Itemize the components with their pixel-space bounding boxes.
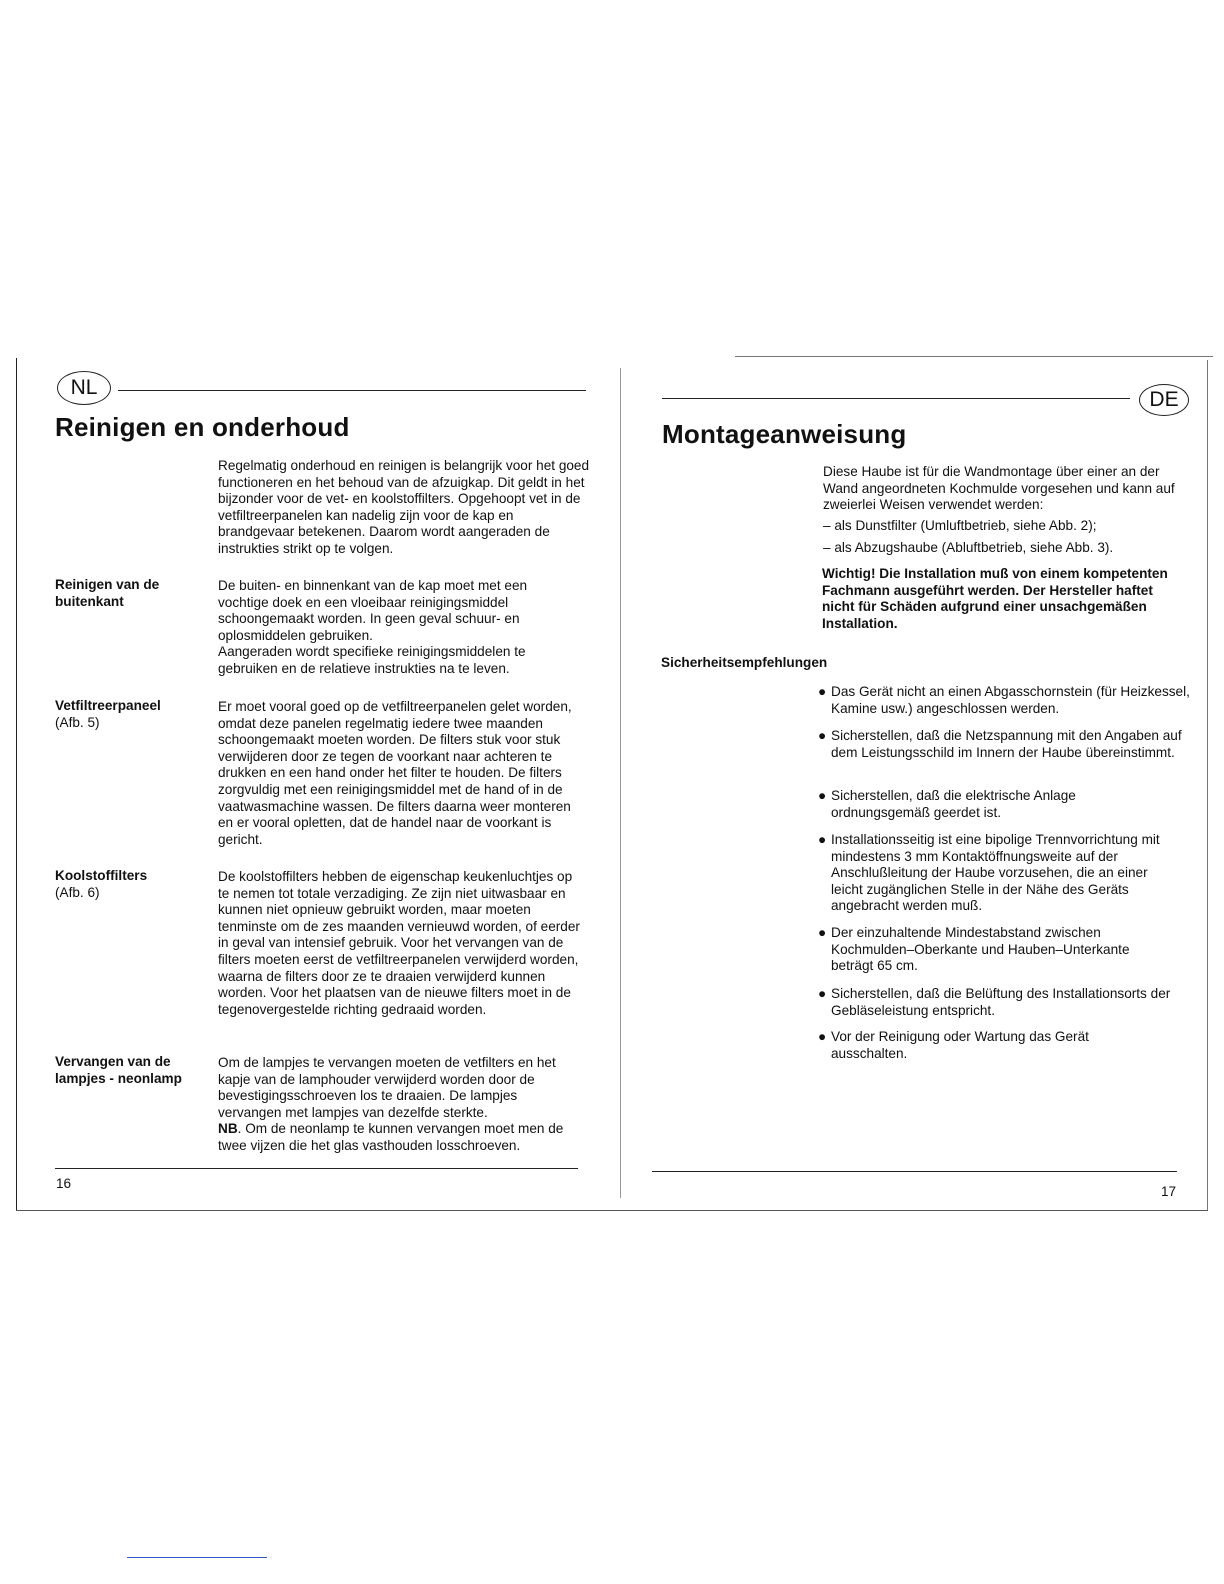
page-title: Montageanweisung: [662, 419, 907, 449]
list-item-text: Vor der Reinigung oder Wartung das Gerät ausschalten.: [831, 1029, 1089, 1061]
language-code: DE: [1149, 388, 1179, 411]
page-number: 16: [56, 1176, 72, 1191]
note-paragraph: [218, 1121, 578, 1154]
list-item-text: Sicherstellen, daß die elektrische Anlage ordnungsgemäß geerdet ist.: [831, 788, 1076, 820]
section-title: Koolstoffilters: [55, 868, 148, 883]
list-item-text: Das Gerät nicht an einen Abgasschornstein (für Heizkessel, Kamine usw.) angeschlossen werden.: [831, 684, 1190, 716]
right-page-edge: [1207, 360, 1208, 1210]
warning-paragraph: Wichtig! Die Installation muß von einem kompetenten Fachmann ausgeführt werden. Der Hersteller haftet nicht für Schäden aufgrund einer unsachgemäßen Installation.: [822, 566, 1168, 631]
section-text: Aangeraden wordt specifieke reinigingsmiddelen te gebruiken en de relatieve instrukties na te leven.: [218, 644, 526, 676]
section-text: Er moet vooral goed op de vetfiltreerpanelen gelet worden, omdat deze panelen regelmatig iedere twee maanden schoongemaakt moeten worden. De filters stuk voor stuk verwijderen door ze tegen de voorkant naar achteren te drukken en een hand onder het filter te houden. De filters zorgvuldig met een reinigingsmiddel met de hand of in de vaatwasmachine wassen. De filters daarna weer monteren en er vooral opletten, dat de handel naar de voorkant is gericht.: [218, 699, 572, 847]
bullet-icon: ●: [818, 986, 827, 1001]
usage-option: – als Dunstfilter (Umluftbetrieb, siehe Abb. 2);: [823, 518, 1097, 533]
link-underline: [127, 1557, 267, 1558]
language-code: NL: [70, 376, 98, 399]
list-item-text: Sicherstellen, daß die Belüftung des Installationsorts der Gebläseleistung entspricht.: [831, 986, 1171, 1018]
safety-heading: Sicherheitsempfehlungen: [661, 655, 828, 670]
section-title: Reinigen van de buitenkant: [55, 577, 160, 609]
section-title: Vetfiltreerpaneel: [55, 698, 161, 713]
bullet-icon: ●: [818, 728, 827, 743]
section-text: De koolstoffilters hebben de eigenschap keukenluchtjes op te nemen tot totale verzadiging. Ze zijn niet uitwasbaar en kunnen niet opnieuw gebruikt worden, maar moeten tenminste om de zes maanden vernieuwd worden, of eerder in geval van intensief gebruik. Voor het vervangen van de filters moeten eerst de vetfiltreerpanelen verwijderd worden, waarna de filters door ze te draaien verwijderd kunnen worden. Voor het plaatsen van de nieuwe filters moet in de tegenovergestelde richting gedraaid worden.: [218, 869, 580, 1017]
bullet-icon: ●: [818, 684, 827, 699]
header-rule: [662, 398, 1130, 399]
language-badge-nl: [57, 371, 111, 405]
note-text: . Om de neonlamp te kunnen vervangen moet men de twee vijzen die het glas vasthouden losschroeven.: [218, 1121, 564, 1153]
list-item: [818, 986, 1178, 1019]
list-item: [818, 728, 1194, 761]
section-label: [55, 698, 205, 731]
section-label: [55, 868, 205, 901]
note-label: NB: [218, 1121, 238, 1136]
footer-rule: [55, 1168, 578, 1169]
usage-option: – als Abzugshaube (Abluftbetrieb, siehe Abb. 3).: [823, 540, 1114, 555]
page-number: 17: [1161, 1184, 1177, 1199]
list-item: [818, 832, 1182, 915]
list-item: [818, 684, 1190, 717]
section-text: Om de lampjes te vervangen moeten de vetfilters en het kapje van de lamphouder verwijderd worden door de bevestigingsschroeven los te draaien. De lampjes vervangen met lampjes van dezelfde sterkte.: [218, 1055, 556, 1120]
header-rule: [118, 390, 586, 391]
bottom-page-edge: [16, 1210, 1208, 1211]
list-item: [818, 788, 1118, 821]
language-badge-de: [1139, 384, 1189, 416]
top-right-edge: [735, 356, 1213, 357]
center-fold: [620, 368, 621, 1198]
bullet-icon: ●: [818, 1029, 827, 1044]
list-item: [818, 1029, 1128, 1062]
footer-rule: [652, 1171, 1177, 1172]
left-page-edge: [16, 358, 17, 1210]
bullet-icon: ●: [818, 925, 827, 940]
intro-paragraph: Diese Haube ist für die Wandmontage über einer an der Wand angeordneten Kochmulde vorgesehen und kann auf zweierlei Weisen verwendet werden:: [823, 464, 1175, 513]
intro-paragraph: Regelmatig onderhoud en reinigen is belangrijk voor het goed functioneren en het behoud van de afzuigkap. Dit geldt in het bijzonder voor de vet- en koolstoffilters. Opgehoopt vet in de vetfiltreerpanelen kan nadelig zijn voor de kap en brandgevaar betekenen. Daarom wordt aangeraden de instrukties strikt op te volgen.: [218, 458, 590, 556]
section-label: [55, 577, 205, 610]
bullet-icon: ●: [818, 788, 827, 803]
figure-reference: (Afb. 5): [55, 714, 100, 730]
section-label: [55, 1054, 205, 1087]
page-title: Reinigen en onderhoud: [55, 412, 350, 442]
section-text: De buiten- en binnenkant van de kap moet met een vochtige doek en een vloeibaar reinigingsmiddel schoongemaakt worden. In geen geval schuur- en oplosmiddelen gebruiken.: [218, 578, 528, 643]
list-item-text: Sicherstellen, daß die Netzspannung mit den Angaben auf dem Leistungsschild im Innern der Haube übereinstimmt.: [831, 728, 1182, 760]
bullet-icon: ●: [818, 832, 827, 847]
section-title: Vervangen van de lampjes - neonlamp: [55, 1054, 182, 1086]
figure-reference: (Afb. 6): [55, 884, 100, 900]
list-item-text: Installationsseitig ist eine bipolige Trennvorrichtung mit mindestens 3 mm Kontaktöffnungsweite auf der Anschlußleitung der Haube vorzusehen, die an einer leicht zugänglichen Stelle in der Nähe des Geräts angebracht werden muß.: [831, 832, 1160, 914]
list-item-text: Der einzuhaltende Mindestabstand zwischen Kochmulden–Oberkante und Hauben–Unterkante beträgt 65 cm.: [831, 925, 1130, 974]
list-item: [818, 925, 1158, 975]
